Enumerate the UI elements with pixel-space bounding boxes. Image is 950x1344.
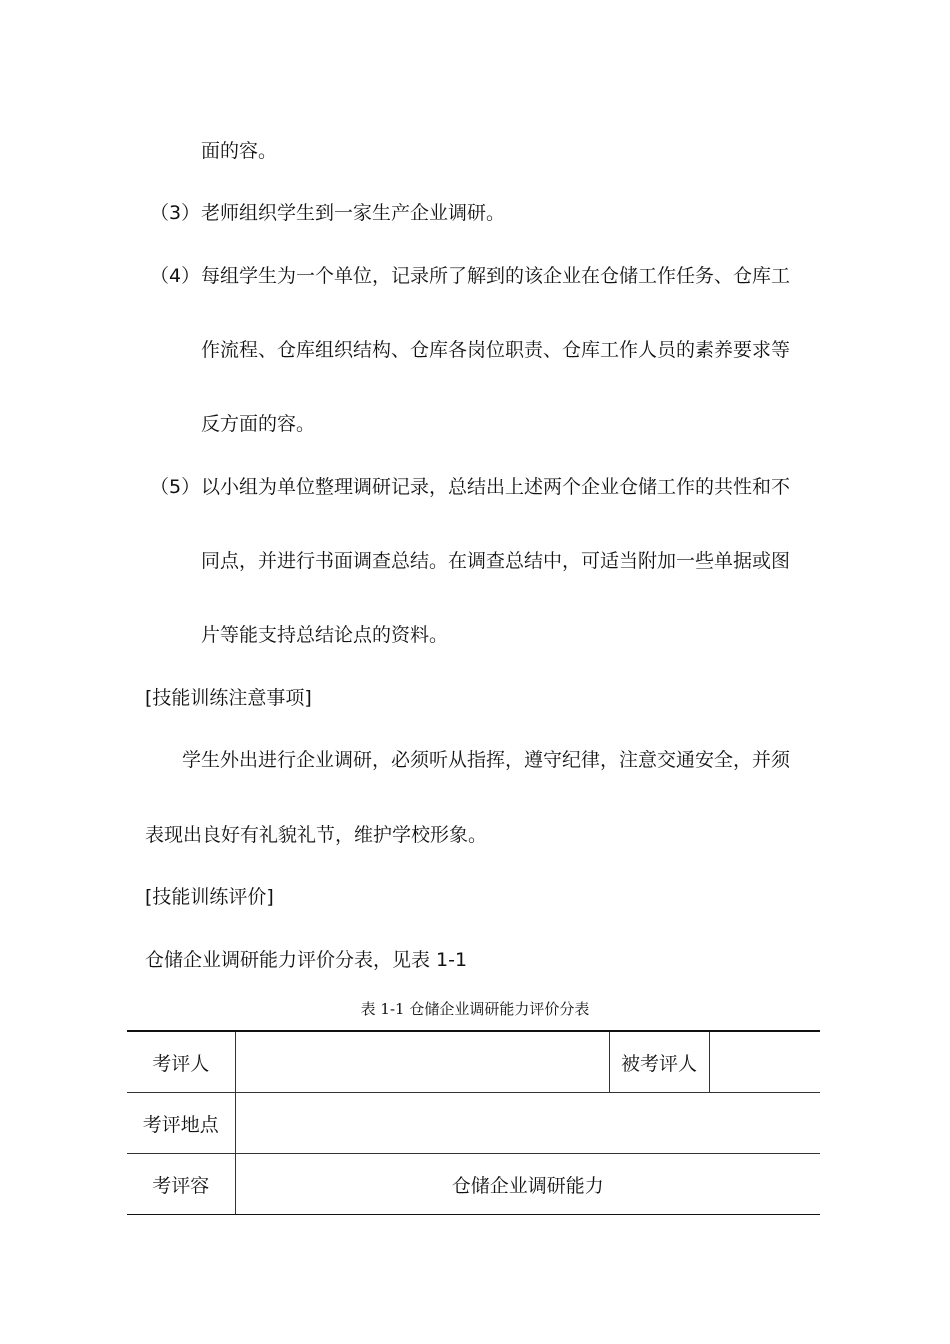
content-label: 考评容: [127, 1154, 235, 1215]
item-line: 每组学生为一个单位，记录所了解到的该企业在仓储工作任务、仓库工: [201, 265, 791, 287]
item-continuation-line: 面的容。: [201, 140, 278, 162]
content-value: 仓储企业调研能力: [235, 1154, 820, 1215]
item-number: （5）: [150, 476, 201, 498]
assessor-value: [235, 1031, 609, 1093]
item-number: （4）: [150, 265, 201, 287]
item-number: （3）: [150, 202, 201, 224]
table-row: [127, 1093, 820, 1154]
assessee-label: 被考评人: [609, 1031, 709, 1093]
item-line: 反方面的容。: [201, 413, 316, 435]
location-label: 考评地点: [127, 1093, 235, 1154]
notes-paragraph-line: 学生外出进行企业调研，必须听从指挥，遵守纪律，注意交通安全，并须: [182, 749, 791, 771]
table-row: [127, 1031, 820, 1093]
notes-paragraph-line: 表现出良好有礼貌礼节，维护学校形象。: [145, 824, 488, 846]
evaluation-intro: 仓储企业调研能力评价分表，见表 1-1: [145, 949, 468, 971]
evaluation-table: [127, 1030, 820, 1215]
location-value: [235, 1093, 820, 1154]
assessor-label: 考评人: [127, 1031, 235, 1093]
item-line: 同点，并进行书面调查总结。在调查总结中，可适当附加一些单据或图: [201, 550, 791, 572]
item-line: 以小组为单位整理调研记录，总结出上述两个企业仓储工作的共性和不: [201, 476, 791, 498]
item-line: 片等能支持总结论点的资料。: [201, 624, 449, 646]
item-line: 老师组织学生到一家生产企业调研。: [201, 202, 506, 224]
table-row: [127, 1154, 820, 1215]
section-heading-notes: [技能训练注意事项]: [145, 687, 312, 709]
section-heading-evaluation: [技能训练评价]: [145, 886, 274, 908]
assessee-value: [709, 1031, 820, 1093]
item-line: 作流程、仓库组织结构、仓库各岗位职责、仓库工作人员的素养要求等: [201, 339, 791, 361]
table-caption: 表 1-1 仓储企业调研能力评价分表: [360, 1000, 590, 1018]
